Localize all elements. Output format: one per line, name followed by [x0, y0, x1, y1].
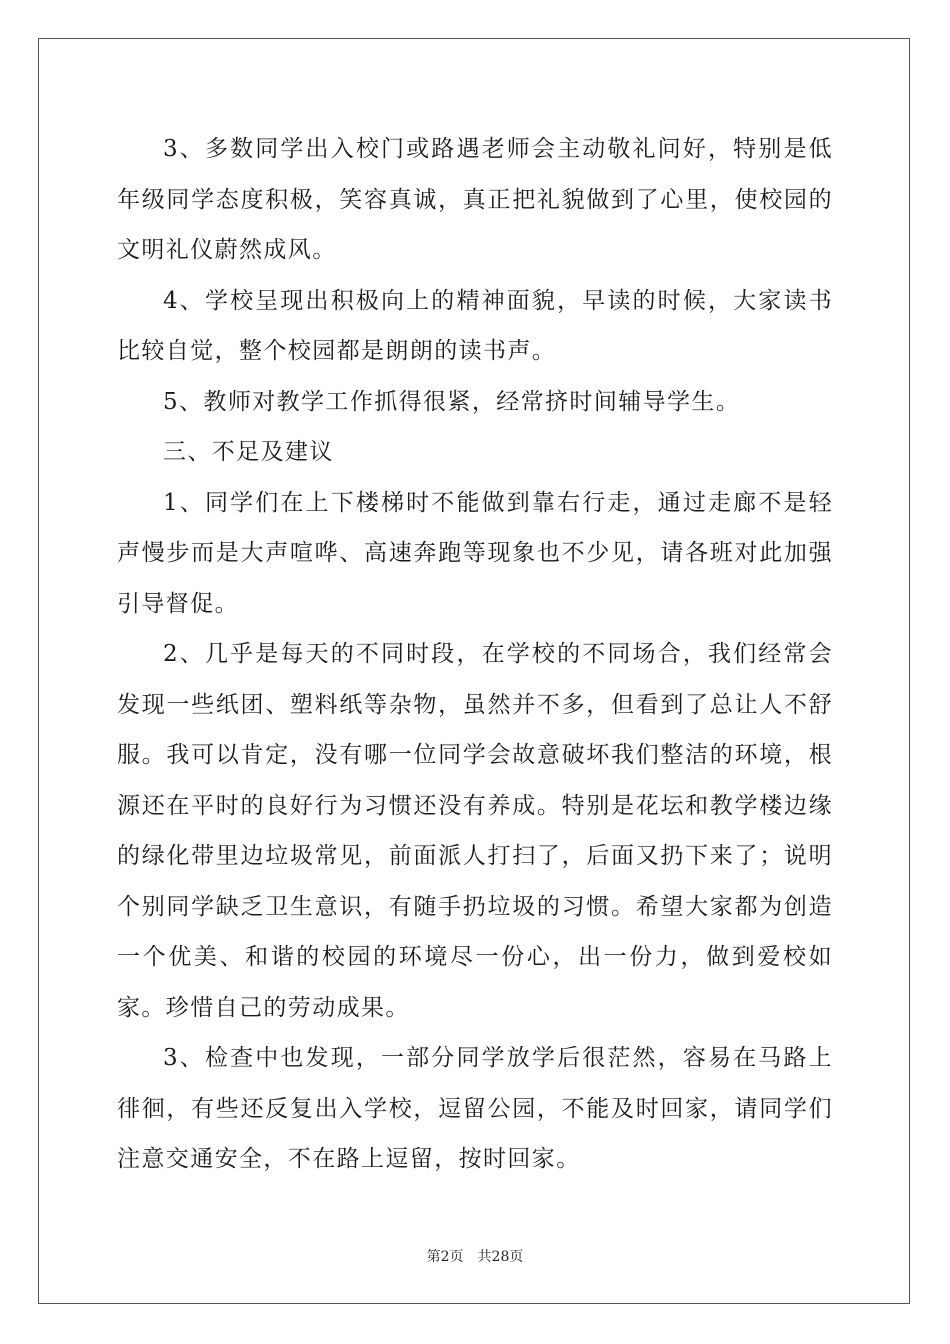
paragraph-item-3-etiquette: 3、多数同学出入校门或路遇老师会主动敬礼问好，特别是低年级同学态度积极，笑容真诚，真正把礼貌做到了心里，使校园的文明礼仪蔚然成风。 [117, 136, 833, 263]
paragraph-item-4-spirit: 4、学校呈现出积极向上的精神面貌，早读的时候，大家读书比较自觉，整个校园都是朗朗的读书声。 [117, 287, 833, 364]
page-footer [0, 1248, 950, 1266]
section-heading-shortcomings: 三、不足及建议 [163, 439, 334, 465]
paragraph-suggestion-3-safety: 3、检查中也发现，一部分同学放学后很茫然，容易在马路上徘徊，有些还反复出入学校，逗留公园，不能及时回家，请同学们注意交通安全，不在路上逗留，按时回家。 [117, 1045, 833, 1172]
page-number: 第2页 [426, 1249, 464, 1265]
paragraph-item-5-teachers: 5、教师对教学工作抓得很紧，经常挤时间辅导学生。 [163, 388, 741, 415]
paragraph-suggestion-2-litter: 2、几乎是每天的不同时段，在学校的不同场合，我们经常会发现一些纸团、塑料纸等杂物，虽然并不多，但看到了总让人不舒服。我可以肯定，没有哪一位同学会故意破坏我们整洁的环境，根源还在平时的良好行为习惯还没有养成。特别是花坛和教学楼边缘的绿化带里边垃圾常见，前面派人打扫了，后面又扔下来了；说明个别同学缺乏卫生意识，有随手扔垃圾的习惯。希望大家都为创造一个优美、和谐的校园的环境尽一份心，出一份力，做到爱校如家。珍惜自己的劳动成果。 [117, 641, 833, 1021]
document-body [117, 124, 833, 1185]
paragraph-suggestion-1-stairs: 1、同学们在上下楼梯时不能做到靠右行走，通过走廊不是轻声慢步而是大声喧哗、高速奔跑等现象也不少见，请各班对此加强引导督促。 [117, 489, 833, 617]
total-pages: 共28页 [477, 1249, 524, 1265]
